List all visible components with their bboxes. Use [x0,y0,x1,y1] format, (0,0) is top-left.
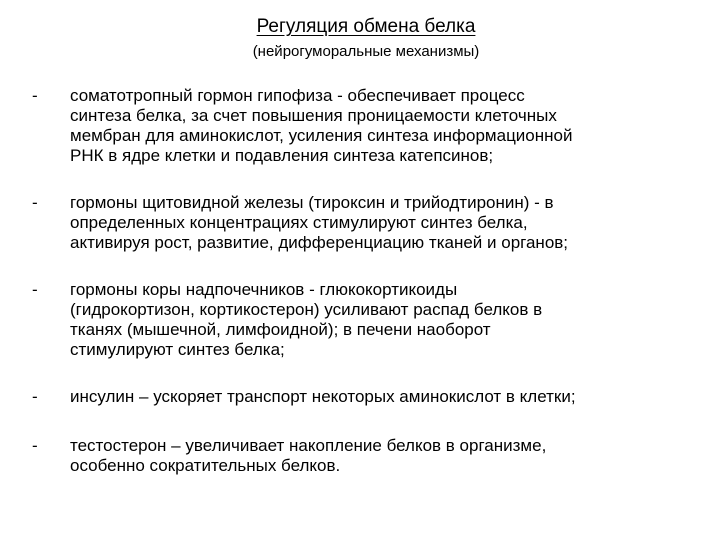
list-item-line: гормоны коры надпочечников - глюкокортикоиды [70,280,458,299]
list-item [32,436,712,476]
list-item-line: стимулируют синтез белка; [70,340,285,359]
list-item-line: активируя рост, развитие, дифференциацию тканей и органов; [70,233,569,252]
list-item [32,193,712,253]
list-item-line: определенных концентрациях стимулируют синтез белка, [70,213,528,232]
list-item [32,86,712,166]
list-item [32,387,712,407]
list-item-line: инсулин – ускоряет транспорт некоторых аминокислот в клетки; [70,387,576,406]
list-item-text [70,280,695,360]
slide-title [0,14,720,40]
list-item-line: тканях (мышечной, лимфоидной); в печени наоборот [70,320,491,339]
list-item-line: тестостерон – увеличивает накопление белков в организме, [70,436,547,455]
list-item-line: соматотропный гормон гипофиза - обеспечивает процесс [70,86,525,105]
list-item-line: РНК в ядре клетки и подавления синтеза катепсинов; [70,146,494,165]
list-item-line: синтеза белка, за счет повышения проницаемости клеточных [70,106,557,125]
list-item-marker: - [32,387,38,406]
list-item-marker: - [32,280,38,299]
list-item-marker: - [32,436,38,455]
list-item-text [70,436,695,476]
list-item-line: (гидрокортизон, кортикостерон) усиливают распад белков в [70,300,543,319]
list-item-marker: - [32,193,38,212]
list-item-line: гормоны щитовидной железы (тироксин и трийодтиронин) - в [70,193,554,212]
hormone-list [32,86,712,476]
list-item [32,280,712,360]
list-item-line: особенно сократительных белков. [70,456,341,475]
slide-subtitle: (нейрогуморальные механизмы) [252,43,480,60]
list-item-marker: - [32,86,38,105]
list-item-text [70,193,695,253]
slide-title-text: Регуляция обмена белка [256,16,476,37]
list-item-line: мембран для аминокислот, усиления синтеза информационной [70,126,573,145]
list-item-text [70,86,695,166]
list-item-text [70,387,695,407]
